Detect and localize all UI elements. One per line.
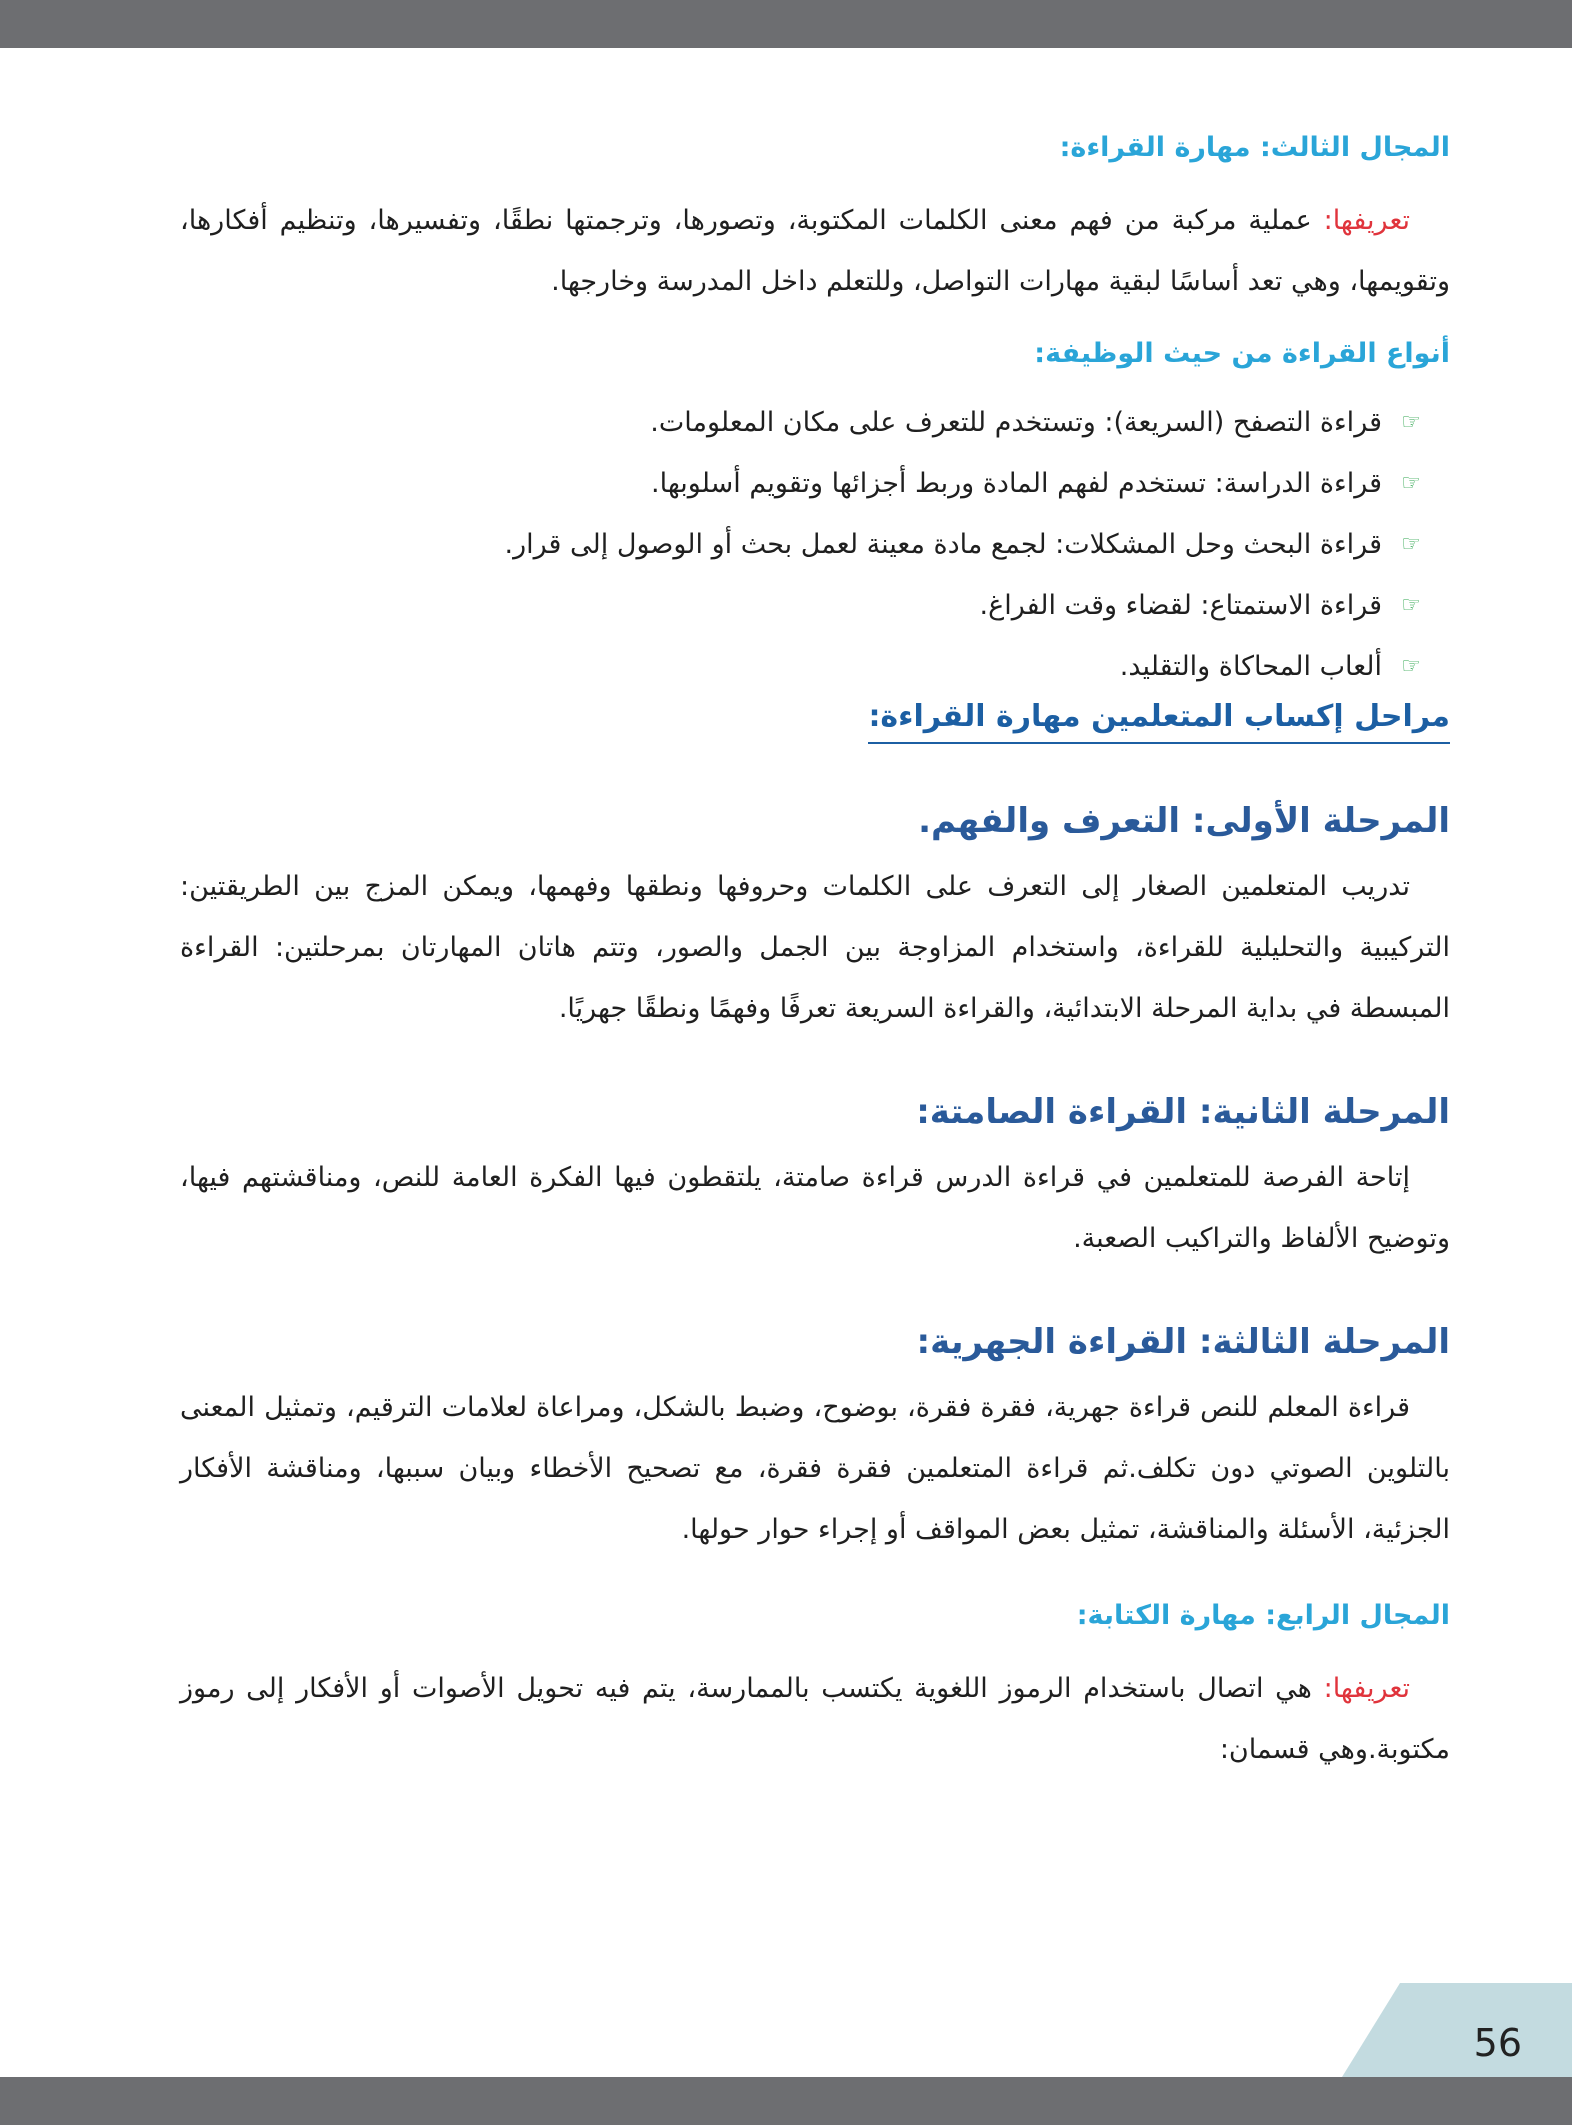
list-item: ☞ قراءة البحث وحل المشكلات: لجمع مادة معينة لعمل بحث أو الوصول إلى قرار. [180, 514, 1426, 575]
stage-1-text: تدريب المتعلمين الصغار إلى التعرف على الكلمات وحروفها ونطقها وفهمها، ويمكن المزج بين الطريقتين: التركيبية والتحليلية للقراءة، واستخدام المزاوجة بين الجمل والصور، وتتم هاتان المهارتان بمرحلتين: القراءة المبسطة في بداية المرحلة الابتدائية، والقراءة السريعة تعرفًا وفهمًا ونطقًا جهريًا. [180, 871, 1450, 1024]
hand-pointing-icon: ☞ [1401, 410, 1421, 435]
definition-writing [180, 1658, 1450, 1780]
list-item: ☞ قراءة التصفح (السريعة): وتستخدم للتعرف على مكان المعلومات. [180, 392, 1426, 453]
definition-text: هي اتصال باستخدام الرموز اللغوية يكتسب بالممارسة، يتم فيه تحويل الأصوات أو الأفكار إلى رموز مكتوبة.وهي قسمان: [180, 1673, 1450, 1765]
bottom-bar [0, 2077, 1572, 2125]
hand-pointing-icon: ☞ [1401, 471, 1421, 496]
hand-pointing-icon: ☞ [1401, 593, 1421, 618]
definition-reading [180, 190, 1450, 312]
page-number-tab [1342, 1983, 1572, 2077]
page-number: 56 [1473, 2021, 1522, 2065]
page-content [180, 128, 1450, 1780]
hand-pointing-icon: ☞ [1401, 532, 1421, 557]
stage-1-title: المرحلة الأولى: التعرف والفهم. [918, 801, 1450, 841]
hand-pointing-icon: ☞ [1401, 654, 1421, 679]
domain-heading-writing: المجال الرابع: مهارة الكتابة: [1076, 1600, 1450, 1631]
stage-3-title: المرحلة الثالثة: القراءة الجهرية: [916, 1322, 1450, 1362]
list-item: ☞ قراءة الدراسة: تستخدم لفهم المادة وربط أجزائها وتقويم أسلوبها. [180, 453, 1426, 514]
definition-label: تعريفها: [1323, 1673, 1410, 1704]
stage-3-text: قراءة المعلم للنص قراءة جهرية، فقرة فقرة، بوضوح، وضبط بالشكل، ومراعاة لعلامات الترقيم، وتمثيل المعنى بالتلوين الصوتي دون تكلف.ثم قراءة المتعلمين فقرة فقرة، مع تصحيح الأخطاء وبيان سببها، ومناقشة الأفكار الجزئية، الأسئلة والمناقشة، تمثيل بعض المواقف أو إجراء حوار حولها. [180, 1392, 1450, 1545]
top-bar [0, 0, 1572, 48]
domain-heading-reading: المجال الثالث: مهارة القراءة: [1059, 132, 1450, 163]
stage-2-text: إتاحة الفرصة للمتعلمين في قراءة الدرس قراءة صامتة، يلتقطون فيها الفكرة العامة للنص، ومناقشتهم فيها، وتوضيح الألفاظ والتراكيب الصعبة. [180, 1162, 1450, 1254]
reading-types-list [180, 392, 1450, 697]
list-item: ☞ قراءة الاستمتاع: لقضاء وقت الفراغ. [180, 575, 1426, 636]
definition-text: عملية مركبة من فهم معنى الكلمات المكتوبة، وتصورها، وترجمتها نطقًا، وتفسيرها، وتنظيم أفكارها، وتقويمها، وهي تعد أساسًا لبقية مهارات التواصل، وللتعلم داخل المدرسة وخارجها. [180, 205, 1450, 297]
types-heading: أنواع القراءة من حيث الوظيفة: [1034, 338, 1450, 369]
definition-label: تعريفها: [1323, 205, 1410, 236]
stages-heading: مراحل إكساب المتعلمين مهارة القراءة: [868, 699, 1450, 744]
list-item: ☞ ألعاب المحاكاة والتقليد. [180, 636, 1426, 697]
stage-2-title: المرحلة الثانية: القراءة الصامتة: [916, 1092, 1450, 1132]
